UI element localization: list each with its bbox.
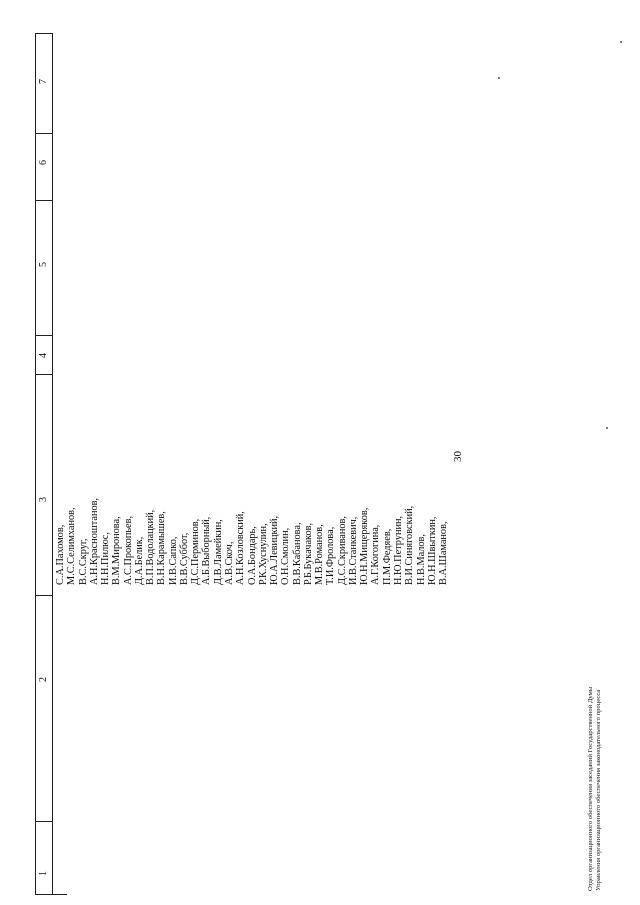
column-number-3: 3 <box>38 497 49 502</box>
list-item: О.А.Бондарь, <box>246 526 258 585</box>
list-item: Д.А.Белик, <box>133 536 145 585</box>
list-item: А.Н.Козловский, <box>235 511 247 585</box>
footer-line-1: Отдел организационного обеспечения заседаний Государственной Думы <box>587 686 594 891</box>
list-item: О.Н.Смолин, <box>280 527 292 585</box>
list-item: А.Г.Когогина, <box>370 524 382 585</box>
rotated-page <box>0 15 640 905</box>
list-item: П.М.Федяев, <box>381 528 393 585</box>
list-item: Д.С.Перминов, <box>190 518 202 585</box>
list-item: В.А.Шаманов, <box>438 521 450 585</box>
list-item: И.В.Станкевич, <box>347 516 359 585</box>
list-item: А.Н.Красноштанов, <box>88 497 100 585</box>
column-separator <box>36 374 52 375</box>
list-item: Т.И.Фролова, <box>325 526 337 585</box>
column-number-5: 5 <box>38 262 49 267</box>
scan-speck <box>620 41 622 43</box>
list-item: В.В.Кабанова, <box>291 522 303 585</box>
column-number-4: 4 <box>38 353 49 358</box>
list-item: И.В.Сапко, <box>167 536 179 585</box>
list-item: А.С.Прокопьев, <box>122 515 134 585</box>
column-number-1: 1 <box>38 871 49 876</box>
list-item: В.В.Суббот, <box>178 532 190 585</box>
column-number-6: 6 <box>38 160 49 165</box>
list-item: Н.Ю.Петрунин, <box>392 515 404 585</box>
list-item: Р.К.Хуснулин, <box>257 523 269 585</box>
list-item: Н.Н.Пилюс, <box>100 532 112 585</box>
list-item: М.С.Селимханов, <box>66 507 78 585</box>
scan-speck <box>498 77 500 79</box>
list-item: В.П.Водолацкий, <box>145 509 157 585</box>
page-number: 30 <box>452 451 464 462</box>
column-separator <box>36 821 52 822</box>
list-item: В.И.Синяговский, <box>404 505 416 585</box>
table-side-line <box>53 894 67 895</box>
list-item: Ю.А.Левицкий, <box>269 515 281 585</box>
footer-note <box>587 687 603 891</box>
column-separator <box>36 200 52 201</box>
column-separator <box>36 335 52 336</box>
list-item: Д.В.Ламейкин, <box>212 519 224 585</box>
list-item: В.С.Скруг, <box>77 538 89 585</box>
list-item: С.А.Пахомов, <box>55 524 66 585</box>
table-header-row <box>35 33 53 895</box>
list-item: В.М.Миронова, <box>111 516 123 585</box>
scan-speck <box>606 427 608 429</box>
column-separator <box>36 595 52 596</box>
list-item: М.В.Романов, <box>314 524 326 585</box>
list-item: Д.С.Скриванов, <box>336 516 348 585</box>
list-item: Р.Б.Букачаков, <box>302 522 314 585</box>
list-item: В.Н.Карамышев, <box>156 511 168 585</box>
names-list <box>55 135 449 585</box>
list-item: Ю.Н.Швыткин, <box>426 516 438 585</box>
column-separator <box>36 133 52 134</box>
list-item: А.Б.Выборный, <box>201 516 213 585</box>
list-item: А.В.Скоч, <box>223 541 235 585</box>
column-number-2: 2 <box>38 677 49 682</box>
column-number-7: 7 <box>38 79 49 84</box>
footer-line-2: Управления организационного обеспечения законодательного процесса <box>595 689 602 891</box>
list-item: Ю.Н.Мищеряков, <box>359 507 371 585</box>
list-item: Н.В.Малов, <box>415 534 427 585</box>
